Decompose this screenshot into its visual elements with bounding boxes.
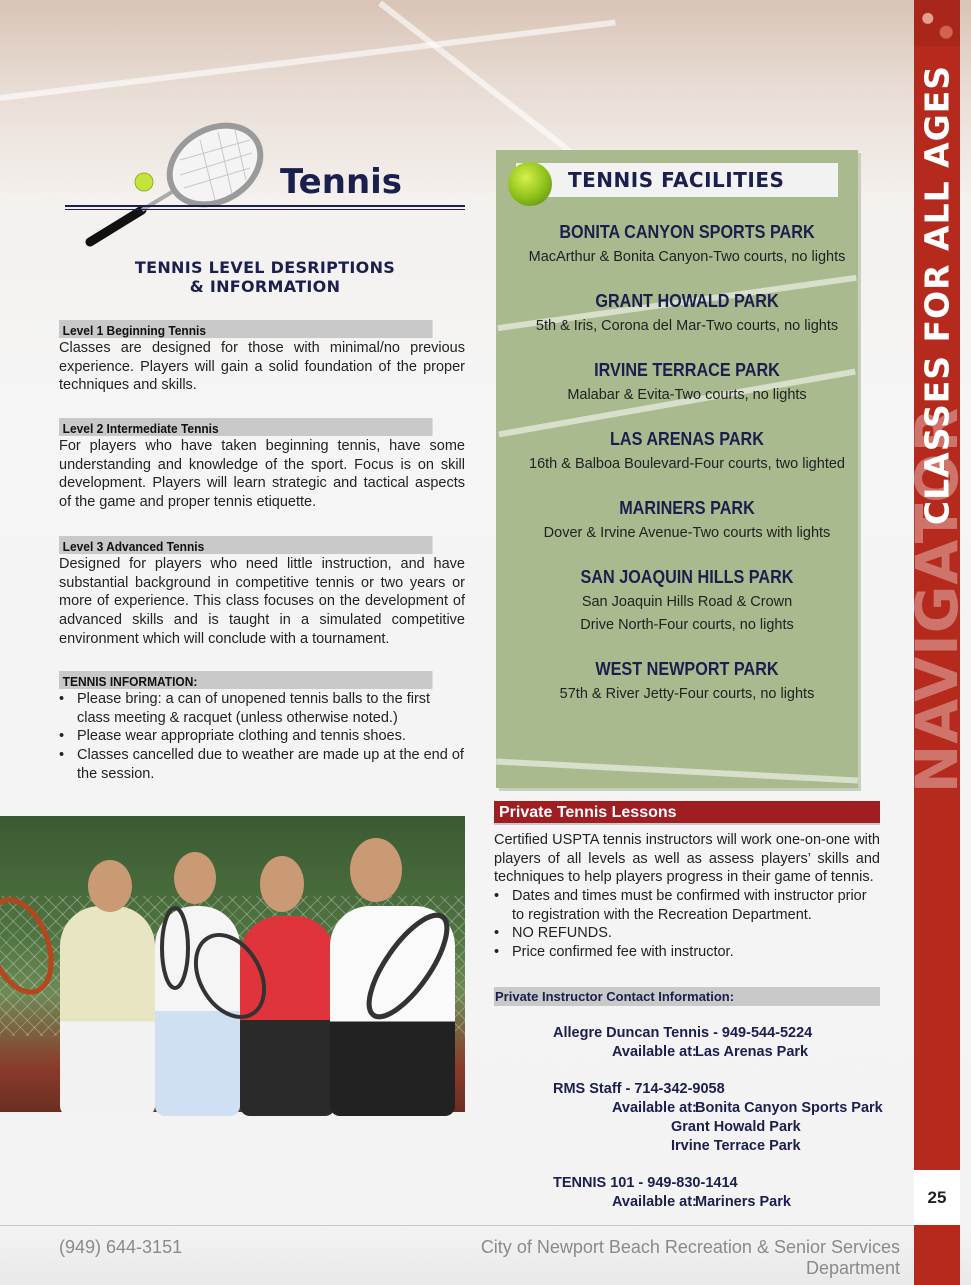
park-detail: Malabar & Evita-Two courts, no lights <box>567 387 807 403</box>
court-line <box>0 19 616 101</box>
park-detail: Drive North-Four courts, no lights <box>580 617 794 633</box>
level-1-body: Classes are designed for those with minimal/no previous experience. Players will gain a solid foundation of the proper techniques and skills. <box>59 340 465 394</box>
private-lessons-heading: Private Tennis Lessons <box>494 801 880 825</box>
available-label: Available at: <box>612 1044 697 1060</box>
players-photo <box>0 816 465 1112</box>
park-name: GRANT HOWALD PARK <box>595 291 779 311</box>
park-name: SAN JOAQUIN HILLS PARK <box>580 567 794 587</box>
facilities-title: TENNIS FACILITIES <box>568 168 785 192</box>
footer-phone: (949) 644-3151 <box>59 1237 183 1257</box>
page-title: Tennis <box>280 162 403 202</box>
contact-name: RMS Staff - 714-342-9058 <box>553 1081 725 1097</box>
park-name: MARINERS PARK <box>619 498 755 518</box>
list-item: • Please wear appropriate clothing and tennis shoes. <box>59 727 465 746</box>
subhead-line: & INFORMATION <box>189 277 341 296</box>
classes-for-all-ages: CLASSES FOR ALL AGES <box>917 64 957 526</box>
list-item: • Price confirmed fee with instructor. <box>494 943 880 962</box>
contact-location: Bonita Canyon Sports Park <box>695 1100 883 1116</box>
park-name: WEST NEWPORT PARK <box>595 659 779 679</box>
list-item: • Dates and times must be confirmed with instructor prior to registration with the Recreation Department. <box>494 887 880 924</box>
tennis-info-list <box>59 690 465 784</box>
level-3-heading: Level 3 Advanced Tennis <box>59 536 433 554</box>
floral-ornament <box>914 1225 960 1285</box>
court-line <box>378 1 587 166</box>
level-3-body: Designed for players who need little instruction, and have substantial background in competitive tennis or two years or more of experience. This class focuses on the development of advanced skills and is taught in a simulated competitive environment which will conclude with a tournament. <box>59 556 465 647</box>
tennis-info-heading: TENNIS INFORMATION: <box>59 671 433 689</box>
floral-ornament <box>914 0 960 46</box>
park-detail: MacArthur & Bonita Canyon-Two courts, no lights <box>528 249 846 265</box>
contact-name: Allegre Duncan Tennis - 949-544-5224 <box>553 1025 813 1041</box>
title-rule <box>65 205 465 210</box>
level-1-heading: Level 1 Beginning Tennis <box>59 320 433 338</box>
footer-department: City of Newport Beach Recreation & Senior Services Department <box>480 1237 900 1278</box>
court-stripe <box>496 759 858 784</box>
footer-rule <box>0 1225 914 1226</box>
tennis-racket-icon <box>80 120 270 250</box>
level-2-heading: Level 2 Intermediate Tennis <box>59 418 433 436</box>
park-name: BONITA CANYON SPORTS PARK <box>559 222 815 242</box>
page-number: 25 <box>914 1170 960 1225</box>
contact-location: Grant Howald Park <box>671 1119 801 1135</box>
park-detail: 5th & Iris, Corona del Mar-Two courts, no lights <box>535 318 839 334</box>
list-item: • NO REFUNDS. <box>494 924 880 943</box>
park-name: IRVINE TERRACE PARK <box>594 360 780 380</box>
park-detail: Dover & Irvine Avenue-Two courts with lights <box>543 525 831 541</box>
subhead-line: TENNIS LEVEL DESRIPTIONS <box>134 258 396 277</box>
contact-info-heading: Private Instructor Contact Information: <box>494 987 880 1006</box>
list-item: • Please bring: a can of unopened tennis balls to the first class meeting & racquet (unless otherwise noted.) <box>59 690 465 727</box>
contact-location: Irvine Terrace Park <box>671 1138 801 1154</box>
private-lessons-body: Certified USPTA tennis instructors will work one-on-one with players of all levels as well as assess players’ skills and techniques to help players progress in their game of tennis. <box>494 832 880 886</box>
park-detail: 57th & River Jetty-Four courts, no lights <box>559 686 815 702</box>
contact-location: Mariners Park <box>695 1194 791 1210</box>
park-name: LAS ARENAS PARK <box>610 429 764 449</box>
level-2-body: For players who have taken beginning tennis, have some understanding and knowledge of the sport. Focus is on skill development. Players will learn strategic and tactical aspects of the game and proper tennis etiquette. <box>59 438 465 511</box>
park-detail: 16th & Balboa Boulevard-Four courts, two lighted <box>529 456 845 472</box>
park-detail: San Joaquin Hills Road & Crown <box>581 594 793 610</box>
navigator-watermark: NAVIGATOR <box>903 406 971 794</box>
list-item: • Classes cancelled due to weather are made up at the end of the session. <box>59 746 465 783</box>
contact-location: Las Arenas Park <box>695 1044 809 1060</box>
available-label: Available at: <box>612 1194 697 1210</box>
tennis-ball-icon <box>508 162 552 206</box>
available-label: Available at: <box>612 1100 697 1116</box>
section-subhead <box>65 258 465 296</box>
contact-name: TENNIS 101 - 949-830-1414 <box>553 1175 738 1191</box>
racket-graphic <box>0 816 465 1112</box>
private-lessons-list <box>494 887 880 962</box>
